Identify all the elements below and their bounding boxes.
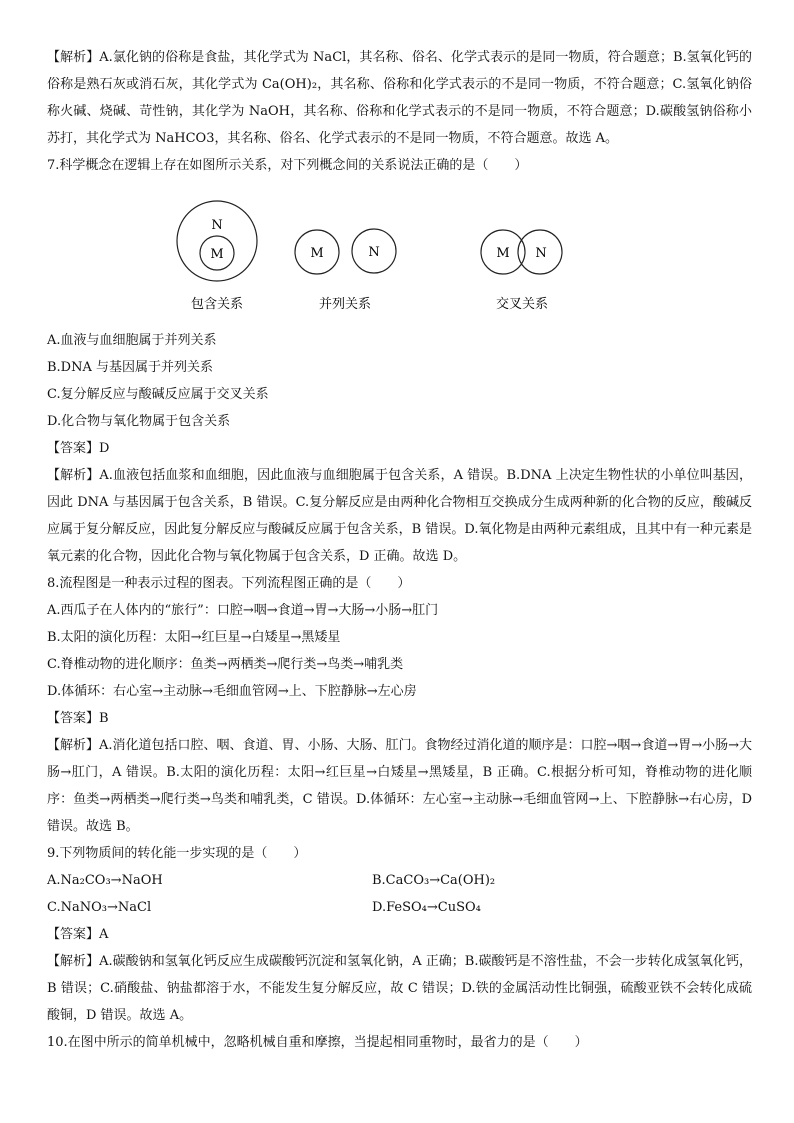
- venn-contain-outer-circle: [177, 201, 257, 281]
- q9-analysis: 【解析】A.碳酸钠和氢氧化钙反应生成碳酸钙沉淀和氢氧化钠，A 正确；B.碳酸钙是不溶性盐，不会一步转化成氢氧化钙，B 错误；C.硝酸盐、钠盐都溶于水，不能发生复分解反应，故 C 错误；D.铁的金属活动性比铜强，硫酸亚铁不会转化成硫酸铜，D 错误。故选 A。: [47, 954, 752, 1023]
- q8-answer: 【答案】B: [47, 711, 109, 726]
- q8-option-b: B.太阳的演化历程：太阳→红巨星→白矮星→黑矮星: [47, 630, 341, 645]
- q10-stem: 10.在图中所示的简单机械中，忽略机械自重和摩擦，当提起相同重物时，最省力的是（ ）: [47, 1035, 588, 1050]
- q7-analysis: 【解析】A.血液包括血浆和血细胞，因此血液与血细胞属于包含关系，A 错误。B.DNA 上决定生物性状的小单位叫基因，因此 DNA 与基因属于包含关系，B 错误。C.复分解反应是由两种化合物相互交换成分生成两种新的化合物的反应，酸碱反应属于复分解反应，因此复分解反应与酸碱反应属于包含关系，B 错误。D.氧化物是由两种元素组成，且其中有一种元素是氧元素的化合物，因此化合物与氧化物属于包含关系，D 正确。故选 D。: [47, 468, 752, 564]
- venn-contain-m-letter: M: [210, 247, 224, 262]
- q7-option-a: A.血液与血细胞属于并列关系: [47, 333, 217, 348]
- q7-option-c: C.复分解反应与酸碱反应属于交叉关系: [47, 387, 269, 402]
- q9-answer: 【答案】A: [47, 927, 109, 942]
- q7-stem: 7.科学概念在逻辑上存在如图所示关系，对下列概念间的关系说法正确的是（ ）: [47, 158, 528, 173]
- q9-options-row-1: [47, 867, 752, 894]
- q6-analysis: 【解析】A.氯化钠的俗称是食盐，其化学式为 NaCl，其名称、俗名、化学式表示的是同一物质，符合题意；B.氢氧化钙的俗称是熟石灰或消石灰，其化学式为 Ca(OH)₂，其名称、俗称和化学式表示的不是同一物质，不符合题意；C.氢氧化钠俗称火碱、烧碱、苛性钠，其化学为 NaOH，其名称、俗称和化学式表示的不是同一物质，不符合题意；D.碳酸氢钠俗称小苏打，其化学式为 NaHCO3，其名称、俗名、化学式表示的不是同一物质，不符合题意。故选 A。: [47, 50, 752, 146]
- q8-option-c: C.脊椎动物的进化顺序：鱼类→两栖类→爬行类→鸟类→哺乳类: [47, 657, 404, 672]
- venn-diagram-svg: [47, 179, 752, 327]
- q9-option-d: D.FeSO₄→CuSO₄: [372, 900, 481, 915]
- venn-parallel-m-letter: M: [310, 246, 324, 261]
- q8-option-d: D.体循环：右心室→主动脉→毛细血管网→上、下腔静脉→左心房: [47, 684, 417, 699]
- q9-option-a: A.Na₂CO₃→NaOH: [47, 873, 163, 888]
- q9-stem: 9.下列物质间的转化能一步实现的是（ ）: [47, 846, 307, 861]
- q7-option-d: D.化合物与氧化物属于包含关系: [47, 414, 231, 429]
- venn-cross-label: 交叉关系: [495, 297, 549, 312]
- q7-answer: 【答案】D: [47, 441, 110, 456]
- q9-options-row-2: [47, 894, 752, 921]
- q8-option-a: A.西瓜子在人体内的“旅行”：口腔→咽→食道→胃→大肠→小肠→肛门: [47, 603, 439, 618]
- q9-option-b: B.CaCO₃→Ca(OH)₂: [372, 873, 496, 888]
- venn-contain-label: 包含关系: [190, 297, 244, 312]
- venn-parallel-label: 并列关系: [318, 297, 372, 312]
- venn-parallel-n-letter: N: [368, 245, 380, 260]
- q7-venn-figure: [47, 179, 752, 327]
- q8-stem: 8.流程图是一种表示过程的图表。下列流程图正确的是（ ）: [47, 576, 411, 591]
- q9-option-c: C.NaNO₃→NaCl: [47, 900, 152, 915]
- document-page: [47, 44, 752, 1056]
- q7-option-b: B.DNA 与基因属于并列关系: [47, 360, 214, 375]
- venn-cross-m-letter: M: [496, 246, 510, 261]
- q8-analysis: 【解析】A.消化道包括口腔、咽、食道、胃、小肠、大肠、肛门。食物经过消化道的顺序是：口腔→咽→食道→胃→小肠→大肠→肛门，A 错误。B.太阳的演化历程：太阳→红巨星→白矮星→黑矮星，B 正确。C.根据分析可知，脊椎动物的进化顺序：鱼类→两栖类→爬行类→鸟类和哺乳类，C 错误。D.体循环：左心室→主动脉→毛细血管网→上、下腔静脉→右心房，D 错误。故选 B。: [47, 738, 752, 834]
- venn-cross-n-letter: N: [535, 246, 547, 261]
- venn-contain-n-letter: N: [211, 218, 223, 233]
